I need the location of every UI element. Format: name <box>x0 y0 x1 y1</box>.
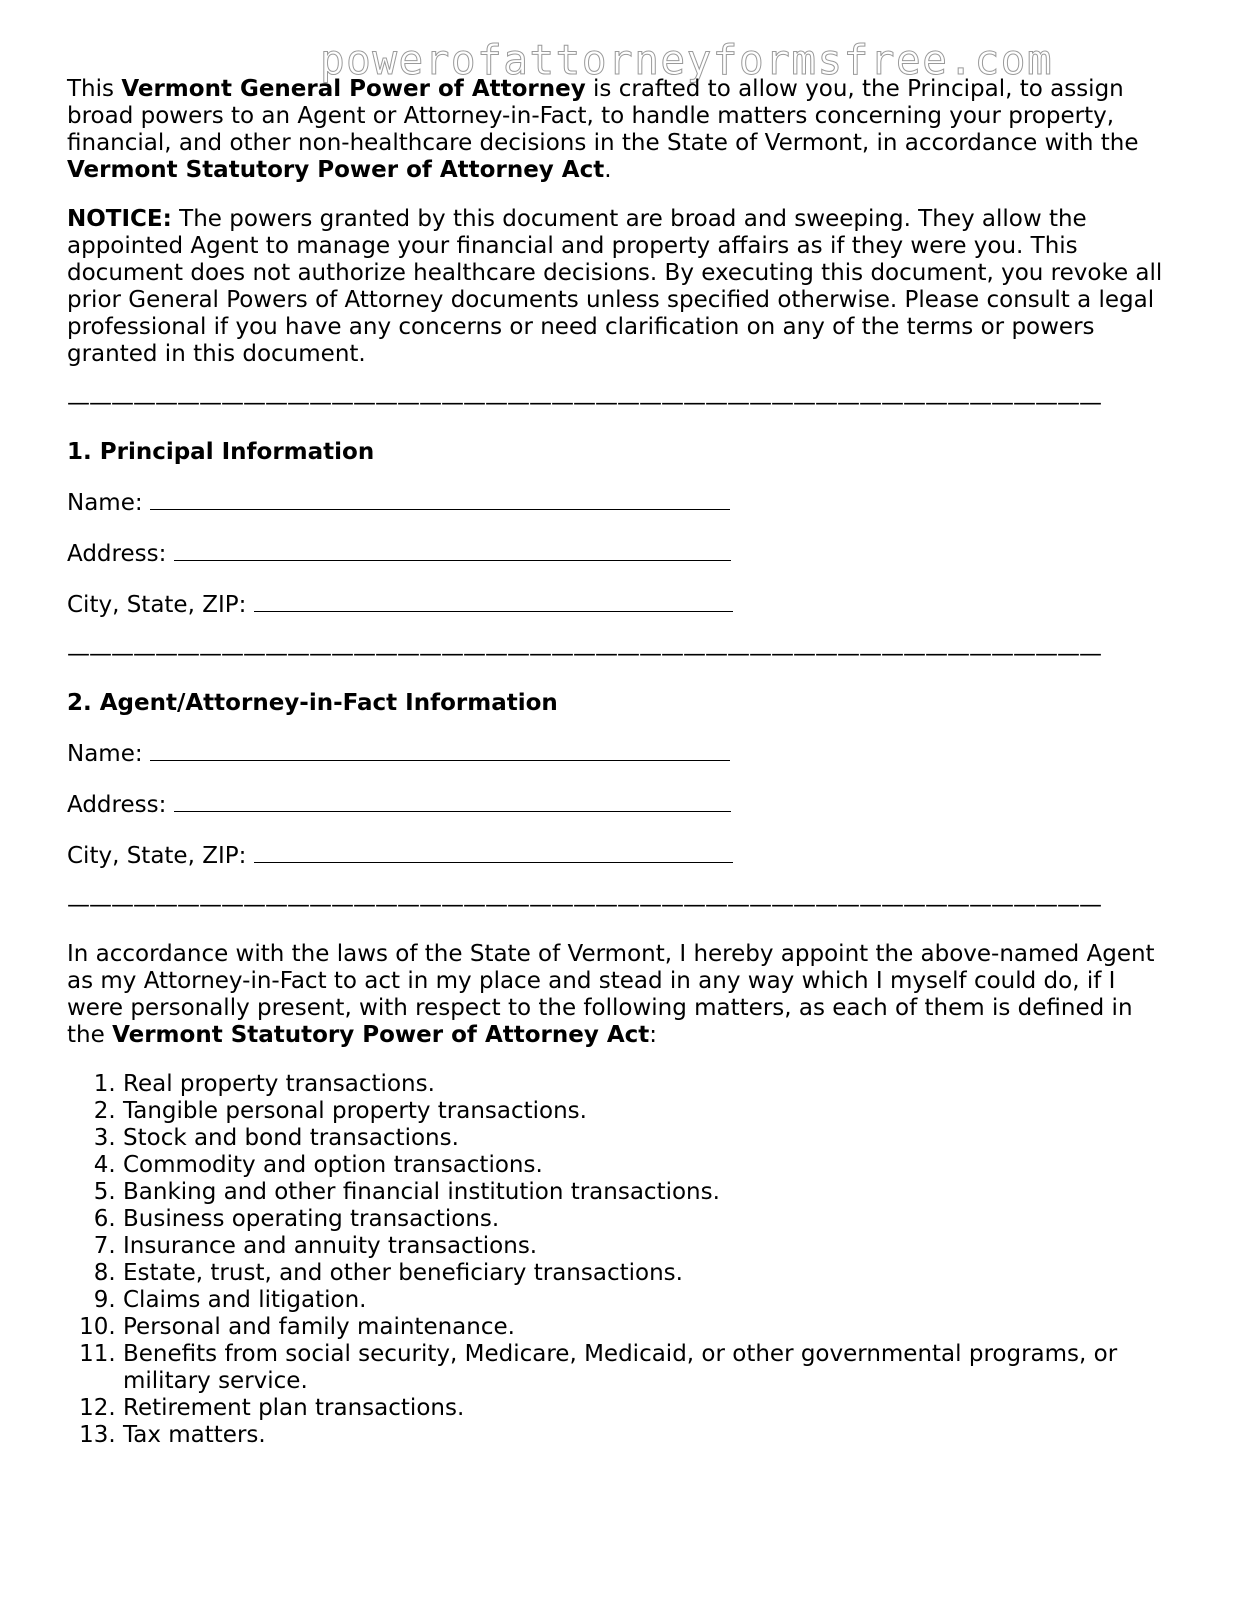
matter-list-item: 6. Business operating transactions. <box>123 1206 1167 1233</box>
divider-rule: ——————————————————————————————————————————————— <box>67 892 1101 918</box>
principal-section <box>67 439 1167 619</box>
matter-list-item: 11. Benefits from social security, Medicare, Medicaid, or other governmental programs, or military service. <box>123 1341 1167 1395</box>
intro-end: . <box>604 157 612 183</box>
appointment-paragraph <box>67 941 1167 1049</box>
agent-city-field[interactable] <box>67 842 1167 870</box>
matter-list-item: 13. Tax matters. <box>123 1422 1167 1449</box>
agent-address-line[interactable] <box>174 791 731 812</box>
matter-list-item: 12. Retirement plan transactions. <box>123 1395 1167 1422</box>
intro-lead: This <box>67 76 122 102</box>
matter-list-item: 1. Real property transactions. <box>123 1071 1167 1098</box>
watermark: powerofattorneyformsfree.com <box>320 36 1054 84</box>
principal-name-field[interactable] <box>67 489 1167 517</box>
intro-paragraph <box>67 76 1167 184</box>
matter-list-item: 2. Tangible personal property transactions. <box>123 1098 1167 1125</box>
agent-address-field[interactable] <box>67 791 1167 819</box>
field-label: Address: <box>67 541 174 567</box>
field-label: Address: <box>67 792 174 818</box>
agent-section-title: 2. Agent/Attorney-in-Fact Information <box>67 690 558 716</box>
agent-section <box>67 690 1167 870</box>
agent-name-field[interactable] <box>67 740 1167 768</box>
agent-name-line[interactable] <box>150 740 730 761</box>
appointment-text: In accordance with the laws of the State of Vermont, I hereby appoint the above-named Agent as my Attorney-in-Fact to act in my place and stead in any way which I myself could do, if I were personally present, with respect to the following matters, as each of them is defined in the <box>67 941 1155 1048</box>
field-label: Name: <box>67 490 150 516</box>
intro-act-name: Vermont Statutory Power of Attorney Act <box>67 157 605 183</box>
field-label: City, State, ZIP: <box>67 592 254 618</box>
document-page <box>67 76 1167 1449</box>
matter-list-item: 9. Claims and litigation. <box>123 1287 1167 1314</box>
principal-name-line[interactable] <box>150 489 730 510</box>
matters-list <box>67 1071 1167 1449</box>
intro-middle: is crafted to allow you, the Principal, to assign broad powers to an Agent or Attorney-in-Fact, to handle matters concerning your property, financial, and other non-healthcare decisions in the State of Vermont, in accordance with the <box>67 76 1139 156</box>
matter-list-item: 8. Estate, trust, and other beneficiary transactions. <box>123 1260 1167 1287</box>
appointment-act-name: Vermont Statutory Power of Attorney Act <box>112 1022 650 1048</box>
appointment-end: : <box>649 1022 658 1048</box>
field-label: Name: <box>67 741 150 767</box>
principal-section-title: 1. Principal Information <box>67 439 375 465</box>
divider-rule: ——————————————————————————————————————————————— <box>67 641 1101 667</box>
principal-address-field[interactable] <box>67 540 1167 568</box>
divider-rule: ——————————————————————————————————————————————— <box>67 390 1101 416</box>
field-label: City, State, ZIP: <box>67 843 254 869</box>
matter-list-item: 4. Commodity and option transactions. <box>123 1152 1167 1179</box>
matter-list-item: 5. Banking and other financial institution transactions. <box>123 1179 1167 1206</box>
principal-city-field[interactable] <box>67 591 1167 619</box>
matter-list-item: 3. Stock and bond transactions. <box>123 1125 1167 1152</box>
agent-city-line[interactable] <box>254 842 733 863</box>
intro-title: Vermont General Power of Attorney <box>121 76 586 102</box>
principal-city-line[interactable] <box>254 591 733 612</box>
notice-paragraph <box>67 206 1167 368</box>
principal-address-line[interactable] <box>174 540 731 561</box>
matter-list-item: 10. Personal and family maintenance. <box>123 1314 1167 1341</box>
matter-list-item: 7. Insurance and annuity transactions. <box>123 1233 1167 1260</box>
notice-label: NOTICE: <box>67 206 172 232</box>
notice-text: The powers granted by this document are broad and sweeping. They allow the appointed Agent to manage your financial and property affairs as if they were you. This document does not authorize healthcare decisions. By executing this document, you revoke all prior General Powers of Attorney documents unless specified otherwise. Please consult a legal professional if you have any concerns or need clarification on any of the terms or powers granted in this document. <box>67 206 1163 367</box>
